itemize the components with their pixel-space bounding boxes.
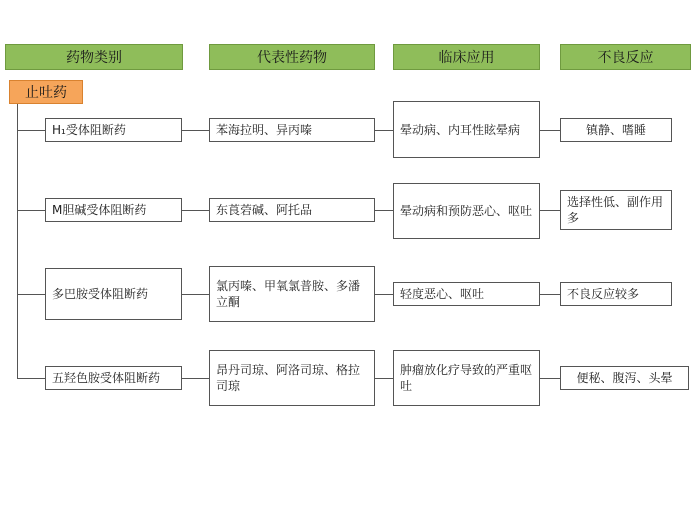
header-category: 药物类别 (5, 44, 183, 70)
branch-line (17, 378, 45, 379)
use-box: 轻度恶心、呕吐 (393, 282, 540, 306)
connector-line (182, 210, 209, 211)
connector-line (182, 130, 209, 131)
trunk-line (17, 104, 18, 378)
category-box: H₁受体阻断药 (45, 118, 182, 142)
adverse-box: 选择性低、副作用多 (560, 190, 672, 230)
connector-line (375, 378, 393, 379)
adverse-box: 镇静、嗜睡 (560, 118, 672, 142)
drug-box: 苯海拉明、异丙嗪 (209, 118, 375, 142)
connector-line (540, 294, 560, 295)
connector-line (375, 210, 393, 211)
connector-line (540, 130, 560, 131)
branch-line (17, 294, 45, 295)
adverse-box: 不良反应较多 (560, 282, 672, 306)
header-drugs: 代表性药物 (209, 44, 375, 70)
category-box: 多巴胺受体阻断药 (45, 268, 182, 320)
root-antiemetics: 止吐药 (9, 80, 83, 104)
adverse-box: 便秘、腹泻、头晕 (560, 366, 689, 390)
drug-box: 氯丙嗪、甲氧氯普胺、多潘立酮 (209, 266, 375, 322)
category-box: M胆碱受体阻断药 (45, 198, 182, 222)
connector-line (540, 210, 560, 211)
connector-line (540, 378, 560, 379)
use-box: 晕动病和预防恶心、呕吐 (393, 183, 540, 239)
connector-line (375, 130, 393, 131)
drug-box: 昂丹司琼、阿洛司琼、格拉司琼 (209, 350, 375, 406)
connector-line (182, 378, 209, 379)
drug-box: 东莨菪碱、阿托品 (209, 198, 375, 222)
header-clinical-use: 临床应用 (393, 44, 540, 70)
connector-line (182, 294, 209, 295)
use-box: 肿瘤放化疗导致的严重呕吐 (393, 350, 540, 406)
branch-line (17, 210, 45, 211)
category-box: 五羟色胺受体阻断药 (45, 366, 182, 390)
use-box: 晕动病、内耳性眩晕病 (393, 101, 540, 158)
connector-line (375, 294, 393, 295)
header-adverse-effects: 不良反应 (560, 44, 691, 70)
branch-line (17, 130, 45, 131)
